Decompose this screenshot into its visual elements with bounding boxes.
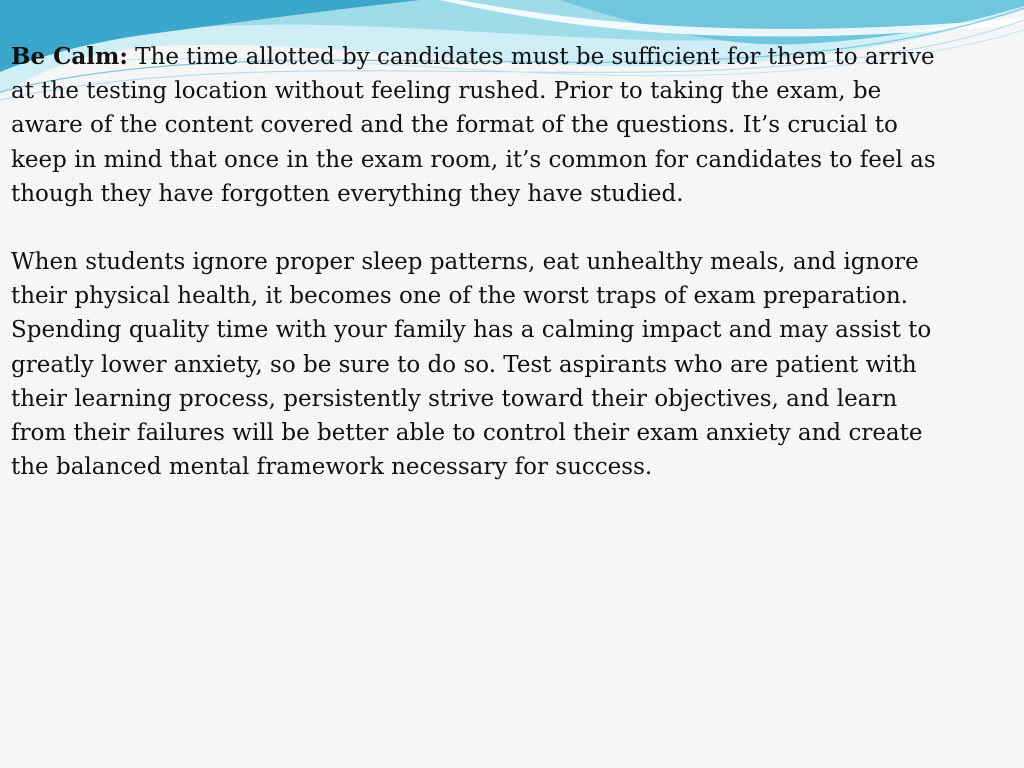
slide-body xyxy=(11,40,951,484)
paragraph-be-calm xyxy=(11,40,951,211)
paragraph-lead: Be Calm: xyxy=(11,43,128,70)
paragraph-text: When students ignore proper sleep patterns, eat unhealthy meals, and ignore their physical health, it becomes one of the worst traps of exam preparation. Spending quality time with your family has a calming impact and may assist to greatly lower anxiety, so be sure to do so. Test aspirants who are patient with their learning process, persistently strive toward their objectives, and learn from their failures will be better able to control their exam anxiety and create the balanced mental framework necessary for success. xyxy=(11,249,932,481)
paragraph-health xyxy=(11,245,951,484)
paragraph-text: The time allotted by candidates must be sufficient for them to arrive at the testing location without feeling rushed. Prior to taking the exam, be aware of the content covered and the format of the questions. It’s crucial to keep in mind that once in the exam room, it’s common for candidates to feel as though they have forgotten everything they have studied. xyxy=(11,44,936,207)
